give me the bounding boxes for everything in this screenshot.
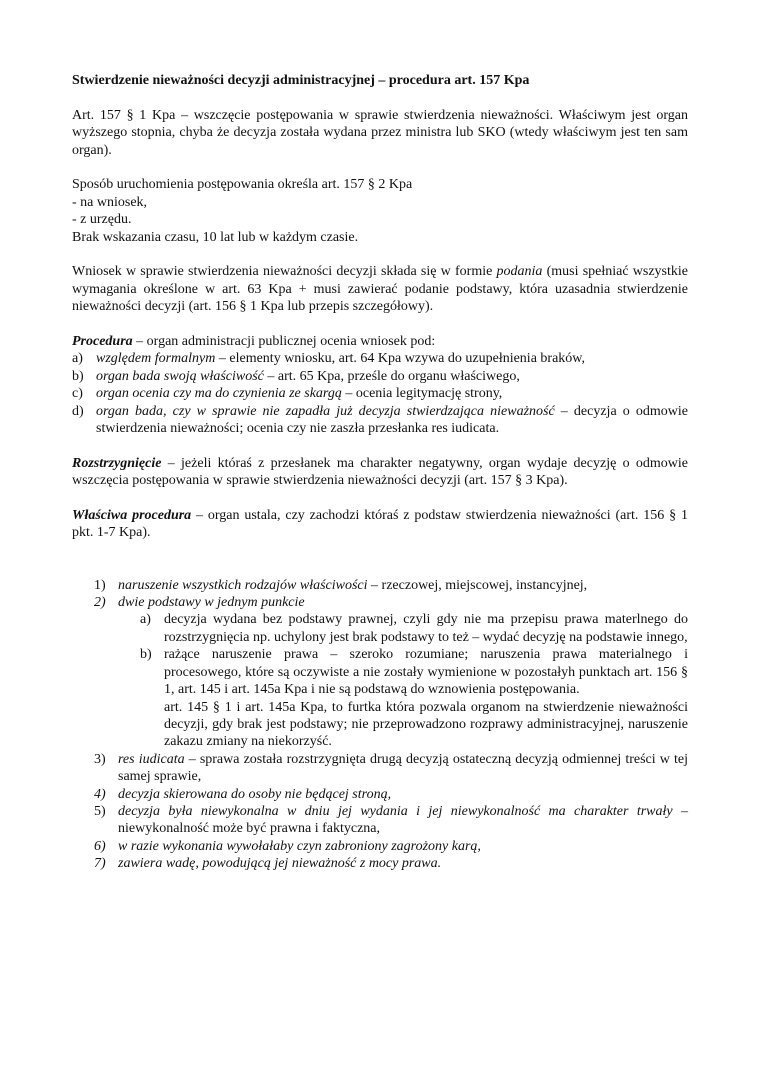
list-marker: 5): [94, 803, 106, 819]
list-item-emphasis: zawiera wadę, powodującą jej nieważność z mocy prawa.: [118, 856, 442, 872]
procedura-heading: [72, 333, 688, 350]
list-item-emphasis: res iudicata: [118, 751, 185, 767]
list-marker: c): [72, 386, 83, 402]
podstawy-list: [72, 577, 688, 612]
list-item-emphasis: względem formalnym: [96, 351, 216, 367]
list-item: [72, 786, 688, 803]
list-item: [72, 350, 688, 367]
sposob-line: - z urzędu.: [72, 212, 132, 228]
list-marker: b): [140, 647, 152, 663]
list-item: [72, 855, 688, 872]
list-item: [72, 751, 688, 786]
list-item-emphasis: organ ocenia czy ma do czynienia ze skargą: [96, 386, 342, 402]
sublist-continuation: art. 145 § 1 i art. 145a Kpa, to furtka która pozwala organom na stwierdzenie nieważności decyzji, gdy brak jest podstawy; nie przeprowadzono rozprawy administracyjnej, naruszenie zakazu zmiany na niekorzyść.: [164, 699, 688, 750]
rozstrzygniecie-text: – jeżeli któraś z przesłanek ma charakter negatywny, organ wydaje decyzję o odmowie wszczęcia postępowania w sprawie stwierdzenia nieważności decyzji (art. 157 § 3 Kpa).: [72, 455, 688, 489]
document-title: Stwierdzenie nieważności decyzji administracyjnej – procedura art. 157 Kpa: [72, 73, 530, 88]
list-marker: 1): [94, 577, 106, 593]
list-marker: d): [72, 403, 84, 419]
rozstrzygniecie-paragraph: [72, 455, 688, 490]
sposob-paragraph: [72, 176, 688, 246]
list-item: [72, 803, 688, 838]
list-item-emphasis: naruszenie wszystkich rodzajów właściwości: [118, 577, 368, 593]
list-item: [72, 577, 688, 594]
wlasciwa-label: Właściwa procedura: [72, 508, 192, 524]
list-item-text: – elementy wniosku, art. 64 Kpa wzywa do uzupełnienia braków,: [215, 351, 585, 367]
list-marker: 4): [94, 786, 106, 802]
sublist-item: [72, 646, 688, 698]
podstawy-sublist: [72, 611, 688, 698]
document-page: [72, 72, 688, 873]
list-marker: 2): [94, 595, 106, 611]
wniosek-paragraph: [72, 263, 688, 315]
list-item-text: – sprawa została rozstrzygnięta drugą decyzją ostateczną decyzją odmiennej treści w tej samej sprawie,: [118, 751, 688, 785]
list-marker: a): [72, 351, 83, 367]
list-marker: a): [140, 612, 151, 628]
list-marker: 7): [94, 856, 106, 872]
sposob-line: Brak wskazania czasu, 10 lat lub w każdym czasie.: [72, 229, 359, 245]
list-item-emphasis: decyzja skierowana do osoby nie będącej stroną,: [118, 786, 392, 802]
sublist-item: [72, 611, 688, 646]
list-item-text: rażące naruszenie prawa – szeroko rozumiane; naruszenia prawa materialnego i procesowego, które są oczywiste a nie zostały wymienione w pozostałyh punktach art. 156 § 1, art. 145 i art. 145a Kpa i nie są podstawą do wznowienia postępowania.: [164, 647, 688, 698]
list-item-emphasis: dwie podstawy w jednym punkcie: [118, 595, 305, 611]
rozstrzygniecie-label: Rozstrzygnięcie: [72, 455, 162, 471]
list-item-text: – decyzja o odmowie stwierdzenia nieważności; ocenia czy nie zaszła przesłanka res iudicata.: [96, 403, 688, 437]
list-item-text: – ocenia legitymację strony,: [341, 386, 503, 402]
list-item-text: – niewykonalność może być prawna i faktyczna,: [118, 803, 688, 837]
list-item: [72, 838, 688, 855]
list-item-emphasis: w razie wykonania wywołałaby czyn zabroniony zagrożony karą,: [118, 838, 481, 854]
list-item-text: – art. 65 Kpa, prześle do organu właściwego,: [263, 368, 520, 384]
list-item: [72, 403, 688, 438]
sposob-line: Sposób uruchomienia postępowania określa art. 157 § 2 Kpa: [72, 177, 413, 193]
sposob-line: - na wniosek,: [72, 194, 148, 210]
procedura-list: [72, 350, 688, 437]
wlasciwa-text: – organ ustala, czy zachodzi któraś z podstaw stwierdzenia nieważności (art. 156 § 1 pkt. 1-7 Kpa).: [72, 508, 688, 541]
list-item-emphasis: decyzja była niewykonalna w dniu jej wydania i jej niewykonalność ma charakter trwały: [118, 803, 673, 819]
list-item: [72, 594, 688, 611]
intro-paragraph: Art. 157 § 1 Kpa – wszczęcie postępowania w sprawie stwierdzenia nieważności. Właściwym jest organ wyższego stopnia, chyba że decyzja została wydana przez ministra lub SKO (wtedy właściwym jest ten sam organ).: [72, 107, 688, 158]
procedura-text: – organ administracji publicznej ocenia wniosek pod:: [132, 334, 436, 350]
list-marker: 3): [94, 751, 106, 767]
list-item: [72, 385, 688, 402]
list-item-emphasis: organ bada, czy w sprawie nie zapadła już decyzja stwierdzająca nieważność: [96, 403, 555, 419]
procedura-label: Procedura: [72, 334, 133, 350]
wlasciwa-paragraph: [72, 507, 688, 542]
list-item-text: decyzja wydana bez podstawy prawnej, czyli gdy nie ma przepisu prawa materlnego do rozstrzygnięcia np. uchylony jest brak podstawy to też – wydać decyzję na podstawie innego,: [164, 612, 688, 645]
list-marker: b): [72, 368, 84, 384]
list-item: [72, 368, 688, 385]
list-marker: 6): [94, 838, 106, 854]
list-item-emphasis: organ bada swoją właściwość: [96, 368, 264, 384]
list-item-text: – rzeczowej, miejscowej, instancyjnej,: [367, 577, 588, 593]
podstawy-list: [72, 751, 688, 873]
spacer: [72, 559, 688, 576]
wniosek-text: Wniosek w sprawie stwierdzenia nieważności decyzji składa się w formie: [72, 264, 497, 280]
wniosek-emphasis: podania: [496, 264, 543, 280]
wniosek-text: (musi spełniać wszystkie wymagania określone w art. 63 Kpa + musi zawierać podanie podstawy, która uzasadnia stwierdzenie nieważności decyzji (art. 156 § 1 Kpa lub przepis szczegółowy).: [72, 264, 688, 315]
